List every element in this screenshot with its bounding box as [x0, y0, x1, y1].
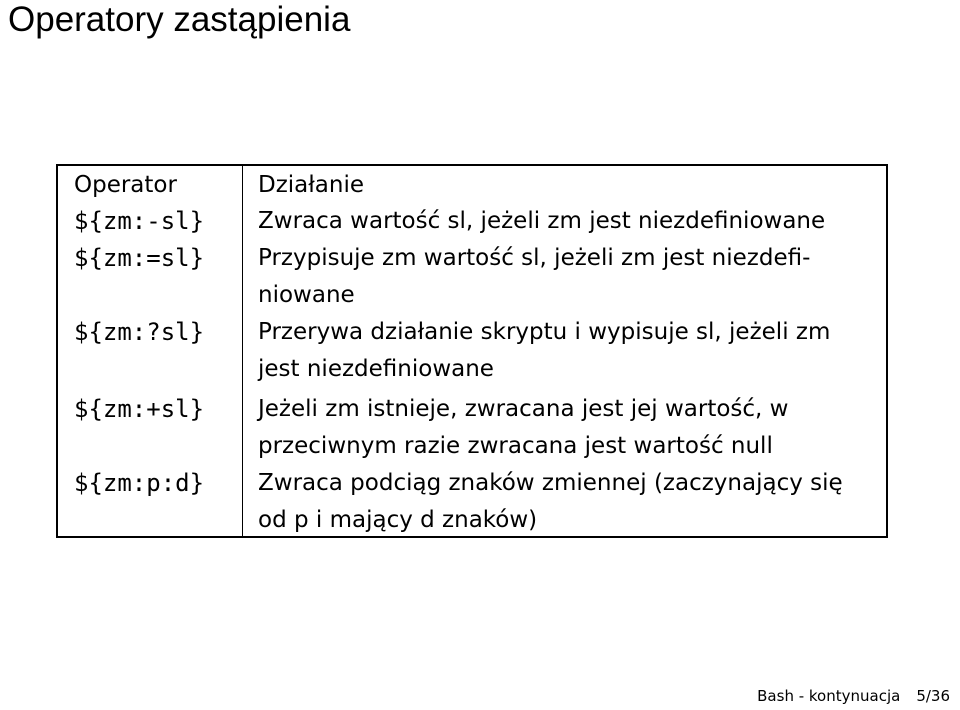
row-3-action-line-2: jest niezdefiniowane: [258, 356, 494, 382]
row-5-action-line-1: Zwraca podciąg znaków zmiennej (zaczynający się: [258, 470, 843, 496]
row-1-action-line-1: Zwraca wartość sl, jeżeli zm jest niezdefiniowane: [258, 208, 826, 234]
column-divider: [242, 166, 243, 536]
row-2-operator: ${zm:=sl}: [74, 244, 205, 272]
header-action: Działanie: [258, 172, 365, 198]
operators-table: [56, 164, 888, 538]
page-number: 5/36: [916, 687, 950, 705]
row-3-action-line-1: Przerywa działanie skryptu i wypisuje sl, jeżeli zm: [258, 319, 831, 345]
footer-title: Bash - kontynuacja: [757, 687, 901, 705]
row-4-action-line-1: Jeżeli zm istnieje, zwracana jest jej wartość, w: [258, 396, 789, 422]
row-3-operator: ${zm:?sl}: [74, 318, 205, 346]
slide-title: Operatory zastąpienia: [8, 0, 351, 39]
row-2-action-line-1: Przypisuje zm wartość sl, jeżeli zm jest niezdefi-: [258, 245, 811, 271]
row-5-action-line-2: od p i mający d znaków): [258, 507, 538, 533]
row-2-action-line-2: niowane: [258, 282, 355, 308]
row-1-operator: ${zm:-sl}: [74, 207, 205, 235]
footer: [757, 686, 950, 706]
header-operator: Operator: [74, 172, 177, 198]
row-5-operator: ${zm:p:d}: [74, 469, 205, 497]
row-4-action-line-2: przeciwnym razie zwracana jest wartość null: [258, 433, 773, 459]
row-4-operator: ${zm:+sl}: [74, 395, 205, 423]
